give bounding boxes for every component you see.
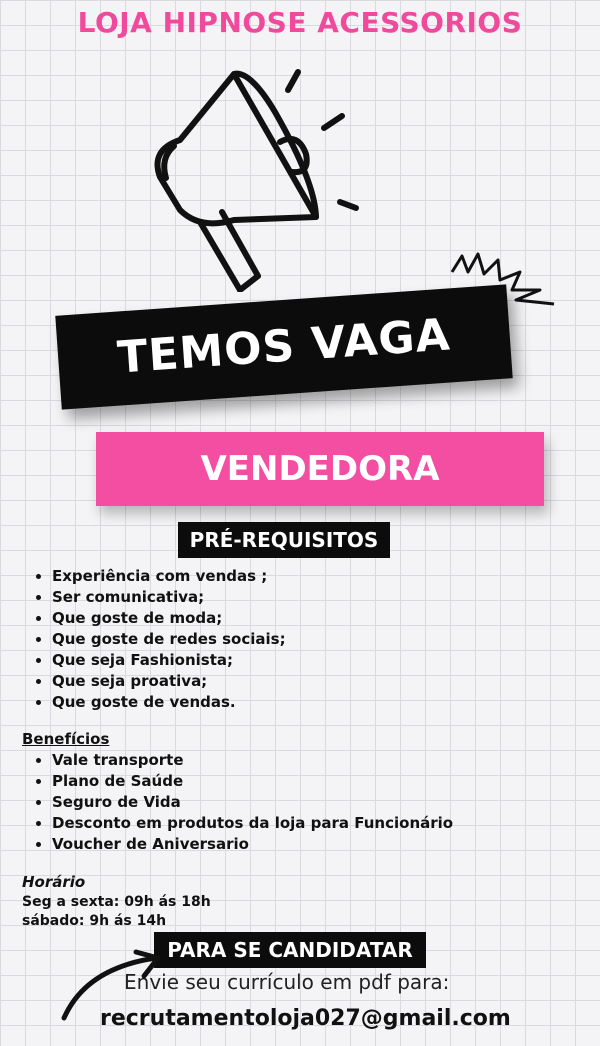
requirements-heading: PRÉ-REQUISITOS xyxy=(178,522,390,558)
list-item: • Plano de Saúde xyxy=(52,771,453,792)
requirements-list xyxy=(22,566,286,713)
list-item: • Vale transporte xyxy=(52,750,453,771)
curved-arrow-icon xyxy=(56,948,176,1024)
megaphone-icon xyxy=(130,62,400,292)
position-text: VENDEDORA xyxy=(200,449,440,489)
list-item: • Que seja Fashionista; xyxy=(52,650,286,671)
list-item: • Voucher de Aniversario xyxy=(52,834,453,855)
apply-heading: PARA SE CANDIDATAR xyxy=(154,932,426,968)
list-item: • Seguro de Vida xyxy=(52,792,453,813)
email-address: recrutamentoloja027@gmail.com xyxy=(100,1006,511,1031)
schedule-weekdays: Seg a sexta: 09h ás 18h xyxy=(22,894,211,910)
benefits-list xyxy=(22,750,453,855)
schedule-saturday: sábado: 9h ás 14h xyxy=(22,913,167,929)
list-item: • Que goste de vendas. xyxy=(52,692,286,713)
list-item: • Que seja proativa; xyxy=(52,671,286,692)
list-item: • Ser comunicativa; xyxy=(52,587,286,608)
list-item: • Que goste de redes sociais; xyxy=(52,629,286,650)
apply-instruction: Envie seu currículo em pdf para: xyxy=(124,970,450,994)
benefits-heading: Benefícios xyxy=(22,730,110,748)
temos-vaga-text: TEMOS VAGA xyxy=(115,309,453,384)
list-item: • Desconto em produtos da loja para Funcionário xyxy=(52,813,453,834)
schedule-heading: Horário xyxy=(22,873,86,891)
list-item: • Experiência com vendas ; xyxy=(52,566,286,587)
store-title: LOJA HIPNOSE ACESSORIOS xyxy=(77,6,523,39)
list-item: • Que goste de moda; xyxy=(52,608,286,629)
